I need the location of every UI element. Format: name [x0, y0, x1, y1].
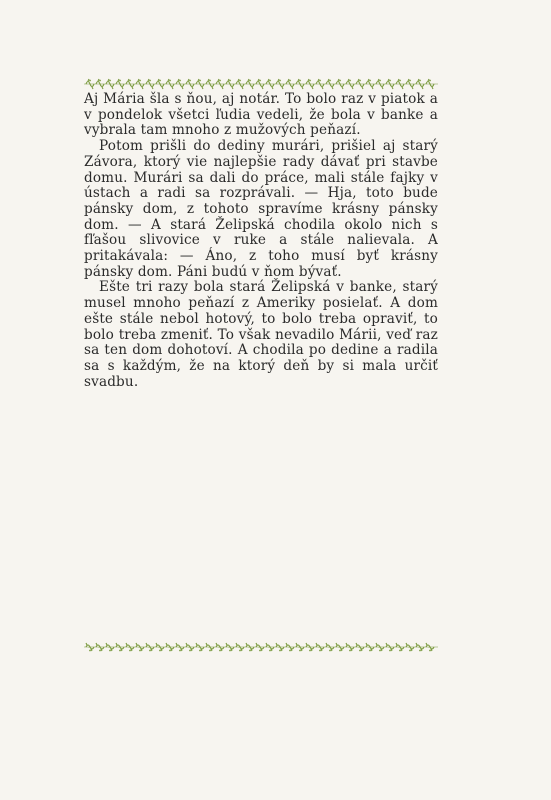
paragraph-3: Ešte tri razy bola stará Želipská v banke, starý musel mnoho peňazí z Ameriky posielať. A dom ešte stále nebol hotový, to bolo treba opraviť, to bolo treba zmeniť. To však nevadilo Márii, veď raz sa ten dom dohotoví. A chodila po dedine a radila sa s každým, že na ktorý deň by si mala určiť svadbu.	[84, 279, 438, 390]
bottom-ornament-border-icon	[84, 641, 438, 653]
top-ornament-border-icon	[84, 78, 438, 90]
paragraph-2: Potom prišli do dediny murári, prišiel aj starý Závora, ktorý vie najlepšie rady dávať pri stavbe domu. Murári sa dali do práce, mali stále fajky v ústach a radi sa rozprávali. — Hja, toto bude pánsky dom, z tohoto spravíme krásny pánsky dom. — A stará Želipská chodila okolo nich s fľašou slivovice v ruke a stále nalievala. A pritakávala: — Áno, z toho musí byť krásny pánsky dom. Páni budú v ňom bývať.	[84, 138, 438, 280]
paragraph-1: Aj Mária šla s ňou, aj notár. To bolo raz v piatok a v pondelok všetci ľudia vedeli, že bola v banke a vybrala tam mnoho z mužových peňazí.	[84, 91, 438, 139]
body-text	[84, 92, 438, 390]
